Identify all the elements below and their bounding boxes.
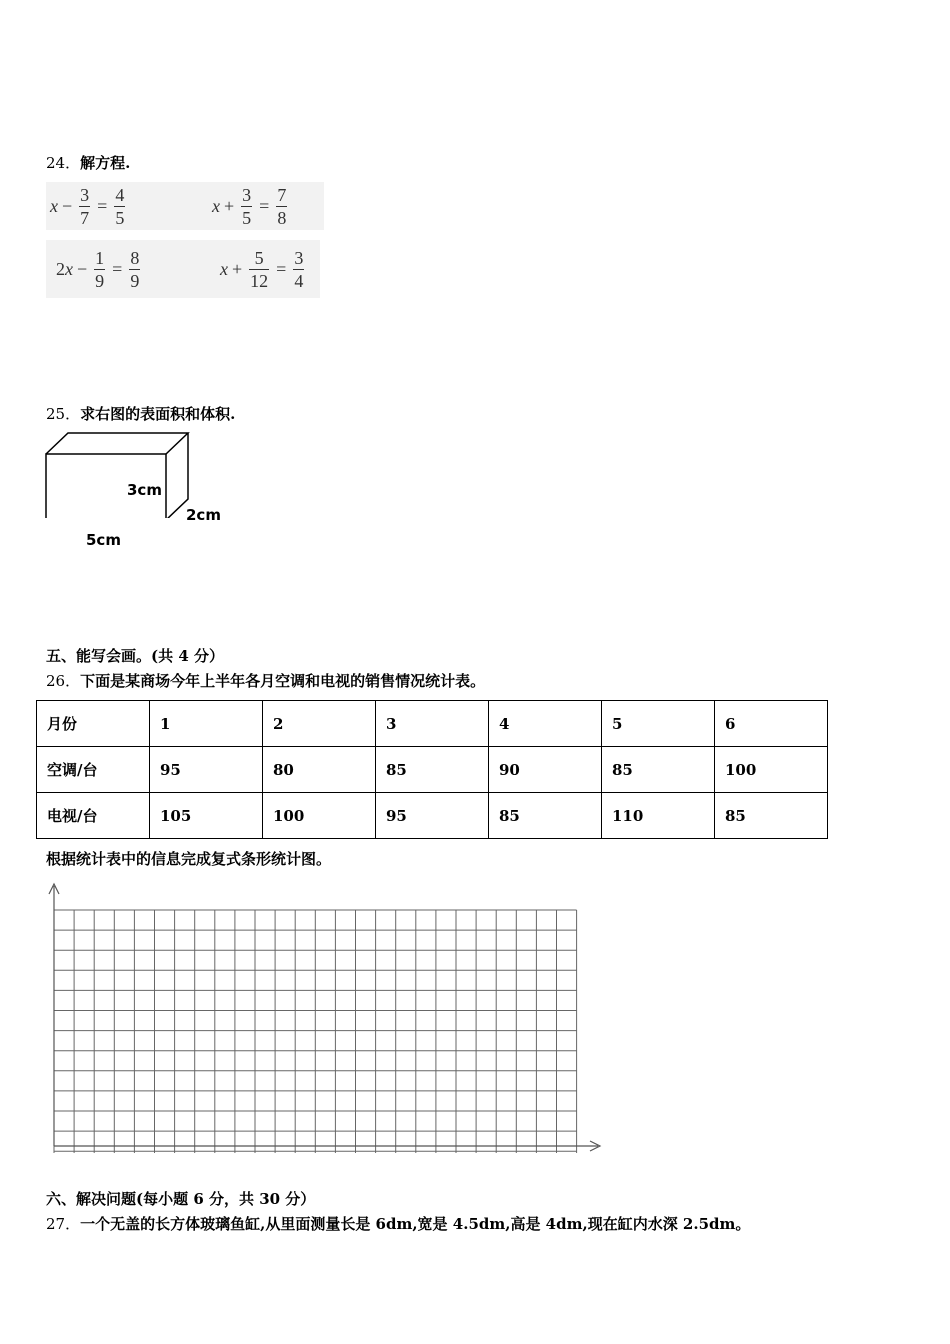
table-cell: 3 [376, 701, 489, 747]
equation-3: 2 x − $\frac{1}{9}$ = $\frac{8}{9}$ [56, 247, 140, 291]
table-cell: 2 [263, 701, 376, 747]
q27-heading [46, 1213, 750, 1234]
cuboid-height-label: 3cm [127, 481, 162, 499]
table-cell: 95 [150, 747, 263, 793]
cuboid-figure [40, 428, 240, 518]
section5-title: 五、能写会画。(共 4 分） [46, 647, 224, 665]
table-cell: 电视/台 [37, 793, 150, 839]
q26-heading [46, 670, 485, 691]
section6-title: 六、解决问题(每小题 6 分，共 30 分） [46, 1190, 316, 1208]
table-cell: 80 [263, 747, 376, 793]
q27-text: 一个无盖的长方体玻璃鱼缸,从里面测量长是 6dm,宽是 4.5dm,高是 4dm,现在缸内水深 2.5dm。 [80, 1215, 751, 1233]
table-cell: 100 [715, 747, 828, 793]
table-cell: 100 [263, 793, 376, 839]
cuboid-length-label: 5cm [86, 531, 121, 549]
table-row [37, 701, 828, 747]
q25-number: 25． [46, 405, 81, 423]
table-cell: 85 [602, 747, 715, 793]
table-cell: 110 [602, 793, 715, 839]
table-cell: 4 [489, 701, 602, 747]
q26-instruction: 根据统计表中的信息完成复式条形统计图。 [46, 850, 332, 868]
table-row [37, 747, 828, 793]
table-cell: 月份 [37, 701, 150, 747]
blank-chart-grid [40, 878, 610, 1153]
table-cell: 5 [602, 701, 715, 747]
table-row [37, 793, 828, 839]
table-cell: 6 [715, 701, 828, 747]
equation-1: x − $\frac{3}{7}$ = $\frac{4}{5}$ [50, 184, 125, 228]
q24-heading [46, 152, 130, 173]
table-cell: 105 [150, 793, 263, 839]
cuboid-depth-label: 2cm [186, 506, 221, 524]
table-cell: 85 [489, 793, 602, 839]
q27-number: 27． [46, 1215, 81, 1233]
table-cell: 95 [376, 793, 489, 839]
q24-text: 解方程. [80, 154, 131, 172]
table-cell: 85 [715, 793, 828, 839]
equation-2: x + $\frac{3}{5}$ = $\frac{7}{8}$ [212, 184, 287, 228]
q26-number: 26． [46, 672, 81, 690]
equation-4: x + $\frac{5}{12}$ = $\frac{3}{4}$ [220, 247, 304, 291]
table-cell: 1 [150, 701, 263, 747]
sales-table [36, 700, 828, 839]
table-cell: 90 [489, 747, 602, 793]
q24-number: 24． [46, 154, 81, 172]
q25-heading [46, 403, 235, 424]
q25-text: 求右图的表面积和体积. [80, 405, 236, 423]
table-cell: 85 [376, 747, 489, 793]
table-cell: 空调/台 [37, 747, 150, 793]
q26-text: 下面是某商场今年上半年各月空调和电视的销售情况统计表。 [80, 672, 486, 690]
